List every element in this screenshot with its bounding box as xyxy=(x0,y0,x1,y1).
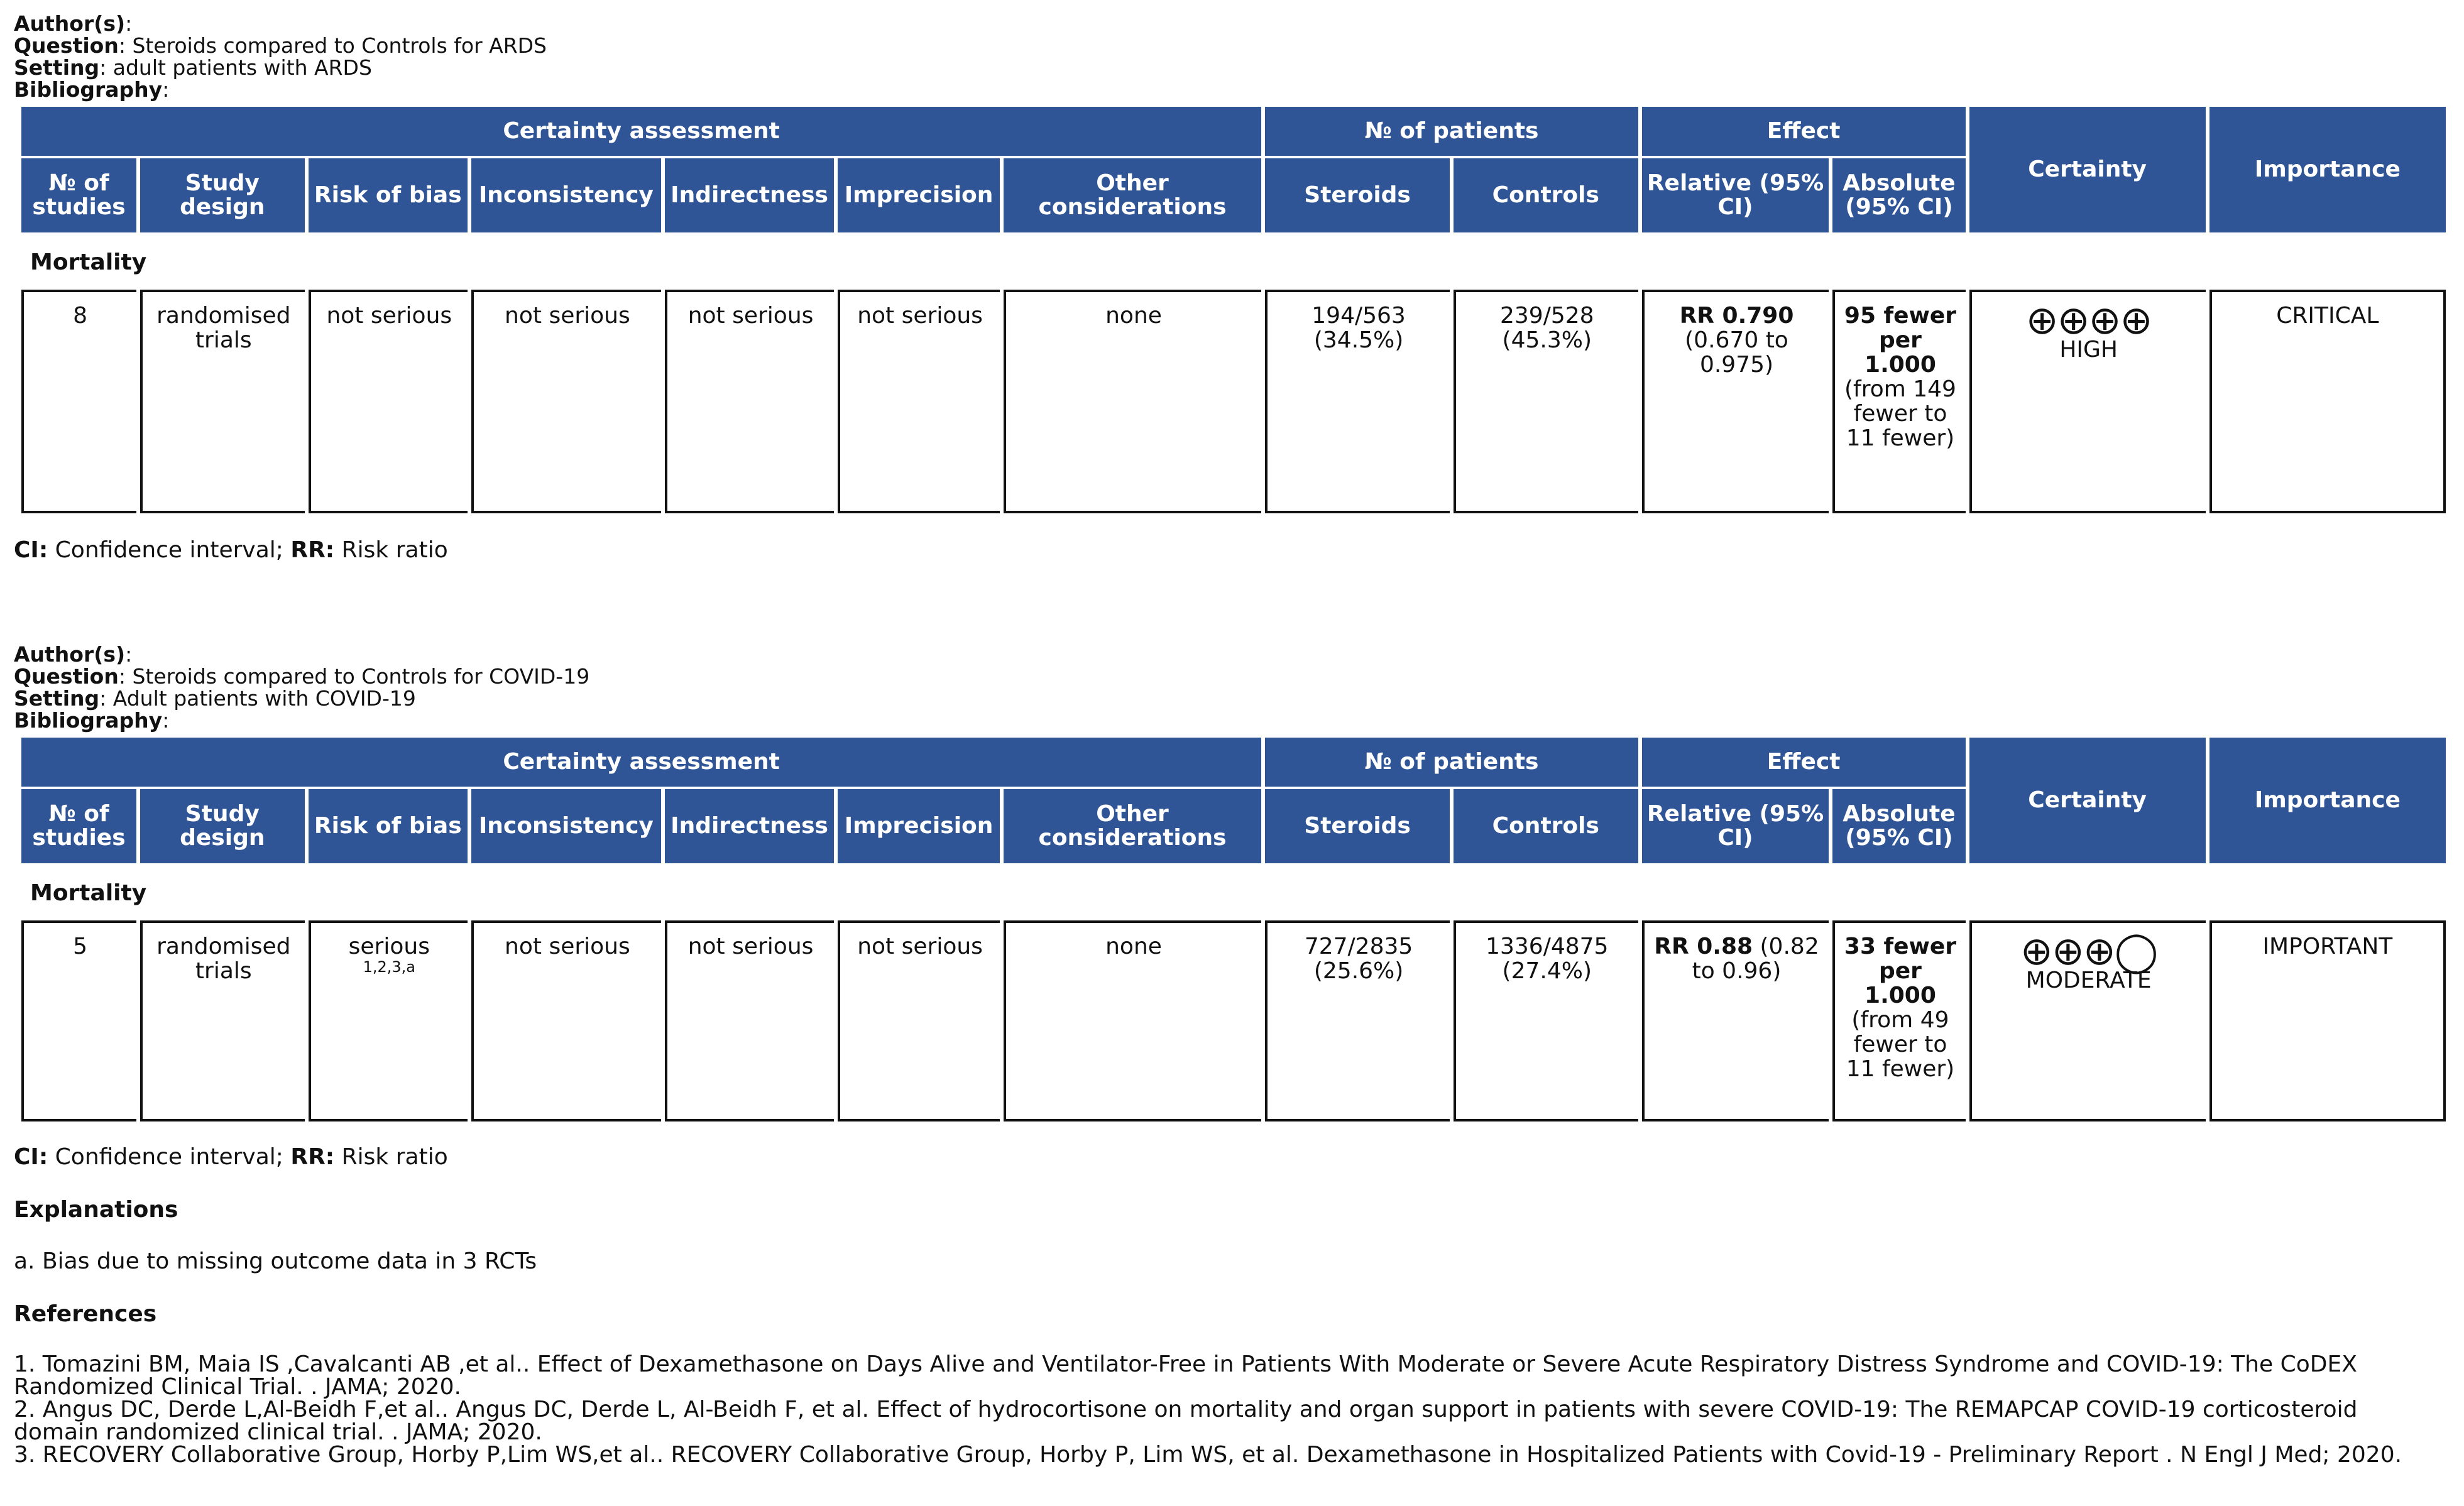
abbrev-ci-label: CI: xyxy=(14,537,48,563)
header-design: Study design xyxy=(140,789,305,863)
outcome-heading: Mortality xyxy=(30,249,147,275)
header-studies: № of studies xyxy=(21,789,136,863)
table1-metadata: Author(s): Question: Steroids compared to Controls for ARDS Setting: adult patients with ARDS Bibliography: xyxy=(14,11,547,102)
header-controls: Controls xyxy=(1454,158,1638,232)
question-text: Steroids compared to Controls for COVID-19 xyxy=(132,664,590,689)
certainty-label: MODERATE xyxy=(2025,968,2152,993)
cell-inconsistency: not serious xyxy=(471,290,661,513)
cell-studies: 5 xyxy=(21,920,136,1121)
abbrev-ci-text: Confidence interval; xyxy=(55,1144,283,1170)
cell-steroids: 727/2835 (25.6%) xyxy=(1265,920,1450,1121)
risk-value: serious xyxy=(348,934,430,959)
cell-risk xyxy=(309,290,468,513)
bibliography-label: Bibliography xyxy=(14,708,163,733)
relative-estimate: RR 0.790 xyxy=(1679,303,1794,329)
header-imprecision: Imprecision xyxy=(838,158,999,232)
header-steroids: Steroids xyxy=(1265,158,1450,232)
relative-estimate: RR 0.88 xyxy=(1654,934,1753,959)
header-inconsistency: Inconsistency xyxy=(471,158,661,232)
cell-studies: 8 xyxy=(21,290,136,513)
cell-controls: 239/528 (45.3%) xyxy=(1454,290,1638,513)
author-label: Author(s) xyxy=(14,642,126,667)
certainty-rating-icon: ⊕⊕⊕◯ xyxy=(2020,928,2157,974)
question-label: Question xyxy=(14,33,119,58)
absolute-estimate: 95 fewer per 1.000 xyxy=(1844,303,1957,378)
table2-metadata: Author(s): Question: Steroids compared to Controls for COVID-19 Setting: Adult patients with COVID-19 Bibliography: xyxy=(14,642,590,733)
abbrev-ci-label: CI: xyxy=(14,1144,48,1170)
group-certainty-assessment: Certainty assessment xyxy=(21,107,1261,156)
header-design: Study design xyxy=(140,158,305,232)
cell-absolute xyxy=(1832,920,1965,1121)
abbrev-rr-text: Risk ratio xyxy=(341,1144,448,1170)
cell-absolute xyxy=(1832,290,1965,513)
cell-certainty xyxy=(1969,920,2206,1121)
header-importance: Importance xyxy=(2209,738,2446,863)
explanations-title: Explanations xyxy=(14,1197,178,1223)
header-risk: Risk of bias xyxy=(309,158,468,232)
cell-relative xyxy=(1642,920,1829,1121)
cell-inconsistency: not serious xyxy=(471,920,661,1121)
cell-controls: 1336/4875 (27.4%) xyxy=(1454,920,1638,1121)
setting-text: adult patients with ARDS xyxy=(112,55,372,80)
header-certainty: Certainty xyxy=(1969,107,2206,232)
cell-design: randomised trials xyxy=(140,290,305,513)
certainty-rating-icon: ⊕⊕⊕⊕ xyxy=(2025,297,2152,343)
group-patients: № of patients xyxy=(1265,738,1638,787)
header-other: Other considerations xyxy=(1004,789,1261,863)
cell-importance: IMPORTANT xyxy=(2209,920,2446,1121)
table-row xyxy=(21,920,2446,1121)
header-controls: Controls xyxy=(1454,789,1638,863)
abbrev-ci-text: Confidence interval; xyxy=(55,537,283,563)
abbrev-rr-text: Risk ratio xyxy=(341,537,448,563)
cell-indirectness: not serious xyxy=(665,290,835,513)
cell-steroids: 194/563 (34.5%) xyxy=(1265,290,1450,513)
table-row xyxy=(21,290,2446,513)
header-importance: Importance xyxy=(2209,107,2446,232)
bibliography-label: Bibliography xyxy=(14,77,163,102)
outcome-heading: Mortality xyxy=(30,880,147,906)
setting-label: Setting xyxy=(14,55,100,80)
cell-other: none xyxy=(1004,290,1261,513)
reference-item: 3. RECOVERY Collaborative Group, Horby P,Lim WS,et al.. RECOVERY Collaborative Group, Horby P, Lim WS, et al. Dexamethasone in Hospitalized Patients with Covid-19 - Preliminary Report . N Engl J Med; 2020. xyxy=(14,1442,2402,1468)
cell-imprecision: not serious xyxy=(838,290,999,513)
cell-certainty xyxy=(1969,290,2206,513)
cell-risk xyxy=(309,920,468,1121)
group-effect: Effect xyxy=(1642,107,1966,156)
header-indirectness: Indirectness xyxy=(665,158,835,232)
references-title: References xyxy=(14,1301,157,1327)
header-risk: Risk of bias xyxy=(309,789,468,863)
header-studies: № of studies xyxy=(21,158,136,232)
question-text: Steroids compared to Controls for ARDS xyxy=(132,33,547,58)
explanation-item: a. Bias due to missing outcome data in 3 RCTs xyxy=(14,1248,537,1274)
absolute-ci: (from 49 fewer to 11 fewer) xyxy=(1846,1007,1955,1082)
header-certainty: Certainty xyxy=(1969,738,2206,863)
risk-value: not serious xyxy=(326,303,452,329)
group-certainty-assessment: Certainty assessment xyxy=(21,738,1261,787)
risk-footnote: 1,2,3,a xyxy=(363,958,415,976)
header-indirectness: Indirectness xyxy=(665,789,835,863)
header-steroids: Steroids xyxy=(1265,789,1450,863)
evidence-table-covid xyxy=(18,735,2450,1124)
cell-importance: CRITICAL xyxy=(2209,290,2446,513)
header-absolute: Absolute (95% CI) xyxy=(1832,158,1965,232)
cell-relative xyxy=(1642,290,1829,513)
cell-imprecision: not serious xyxy=(838,920,999,1121)
header-relative: Relative (95% CI) xyxy=(1642,158,1829,232)
header-other: Other considerations xyxy=(1004,158,1261,232)
header-imprecision: Imprecision xyxy=(838,789,999,863)
author-label: Author(s) xyxy=(14,11,126,36)
cell-design: randomised trials xyxy=(140,920,305,1121)
header-absolute: Absolute (95% CI) xyxy=(1832,789,1965,863)
references-list xyxy=(14,1353,2439,1466)
absolute-ci: (from 149 fewer to 11 fewer) xyxy=(1844,376,1956,451)
header-relative: Relative (95% CI) xyxy=(1642,789,1829,863)
relative-ci: (0.670 to 0.975) xyxy=(1685,327,1788,378)
header-inconsistency: Inconsistency xyxy=(471,789,661,863)
cell-other: none xyxy=(1004,920,1261,1121)
reference-item: 1. Tomazini BM, Maia IS ,Cavalcanti AB ,et al.. Effect of Dexamethasone on Days Alive and Ventilator-Free in Patients With Moderate or Severe Acute Respiratory Distress Syndrome and COVID-19: The CoDEX Randomized Clinical Trial. . JAMA; 2020. xyxy=(14,1351,2357,1400)
question-label: Question xyxy=(14,664,119,689)
abbreviations-table1 xyxy=(14,538,448,563)
absolute-estimate: 33 fewer per 1.000 xyxy=(1844,934,1957,1008)
abbreviations-table2 xyxy=(14,1145,448,1170)
explanations-heading xyxy=(14,1198,178,1223)
setting-label: Setting xyxy=(14,686,100,711)
abbrev-rr-label: RR: xyxy=(290,537,335,563)
abbrev-rr-label: RR: xyxy=(290,1144,335,1170)
group-patients: № of patients xyxy=(1265,107,1638,156)
relative-ci: (0.82 to 0.96) xyxy=(1692,934,1819,984)
group-effect: Effect xyxy=(1642,738,1966,787)
cell-indirectness: not serious xyxy=(665,920,835,1121)
setting-text: Adult patients with COVID-19 xyxy=(112,686,416,711)
certainty-label: HIGH xyxy=(2059,337,2118,363)
evidence-table-ards xyxy=(18,104,2450,516)
reference-item: 2. Angus DC, Derde L,Al-Beidh F,et al.. Angus DC, Derde L, Al-Beidh F, et al. Effect of hydrocortisone on mortality and organ support in patients with severe COVID-19: The REMAPCAP COVID-19 corticosteroid domain randomized clinical trial. . JAMA; 2020. xyxy=(14,1397,2358,1445)
references-heading xyxy=(14,1302,156,1327)
